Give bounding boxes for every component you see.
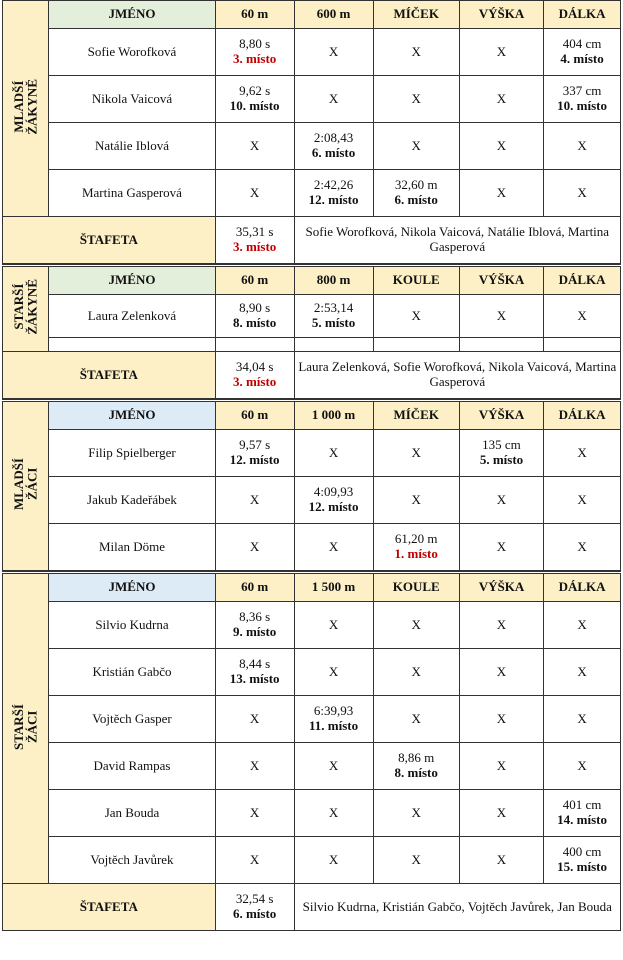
result-place: 6. místo (311, 145, 356, 160)
result-cell (215, 649, 294, 696)
header-discipline: 600 m (294, 1, 373, 29)
result-cell (459, 649, 543, 696)
athlete-name: Martina Gasperová (49, 170, 215, 217)
result-value: X (249, 538, 260, 554)
athlete-row (3, 477, 621, 524)
result-value: X (577, 491, 587, 507)
result-value: X (411, 616, 421, 632)
result-cell (215, 602, 294, 649)
header-discipline: MÍČEK (373, 1, 459, 29)
header-name: JMÉNO (49, 266, 215, 295)
result-cell (294, 76, 373, 123)
result-value: 61,20 m (394, 531, 438, 547)
result-value: X (328, 851, 339, 867)
result-value: 337 cm (562, 83, 602, 99)
result-value: X (577, 137, 587, 153)
result-cell (215, 170, 294, 217)
result-cell (544, 29, 621, 76)
result-value: X (328, 757, 339, 773)
relay-time: 35,31 s (235, 224, 274, 240)
result-value: X (328, 538, 339, 554)
athlete-name: Silvio Kudrna (49, 602, 215, 649)
result-cell (294, 790, 373, 837)
header-name: JMÉNO (49, 573, 215, 602)
relay-members: Silvio Kudrna, Kristián Gabčo, Vojtěch Javůrek, Jan Bouda (294, 884, 620, 931)
category-text: MLADŠÍ ŽÁCI (11, 458, 40, 511)
result-cell (544, 170, 621, 217)
result-value: X (249, 710, 260, 726)
result-value: X (577, 710, 587, 726)
athlete-row (3, 524, 621, 571)
result-cell (215, 29, 294, 76)
result-place: 10. místo (557, 98, 607, 113)
header-discipline: 60 m (215, 266, 294, 295)
category-text: STARŠÍ ŽÁCI (11, 703, 40, 750)
result-place: 12. místo (308, 192, 359, 207)
result-cell (544, 743, 621, 790)
relay-result (215, 217, 294, 264)
result-cell (373, 649, 459, 696)
athlete-row (3, 790, 621, 837)
result-cell (215, 837, 294, 884)
result-value: 4:09,93 (313, 484, 354, 500)
relay-row (3, 217, 621, 264)
result-value: X (411, 90, 421, 106)
result-place: 6. místo (394, 192, 438, 207)
result-place: 3. místo (232, 51, 277, 66)
relay-place: 3. místo (232, 374, 277, 389)
result-cell (459, 477, 543, 524)
result-value: X (411, 43, 421, 59)
result-value: X (411, 804, 421, 820)
result-value: 8,86 m (398, 750, 435, 766)
result-value: X (249, 491, 260, 507)
relay-result (215, 352, 294, 399)
header-discipline: DÁLKA (544, 266, 621, 295)
result-cell (373, 743, 459, 790)
result-value: X (496, 616, 507, 632)
header-discipline: 1 000 m (294, 401, 373, 430)
result-cell (459, 295, 543, 338)
result-value: X (577, 616, 587, 632)
relay-row (3, 352, 621, 399)
result-cell (373, 430, 459, 477)
result-cell (294, 524, 373, 571)
result-value: X (496, 307, 507, 323)
athlete-row (3, 29, 621, 76)
result-cell (294, 295, 373, 338)
result-value: X (496, 90, 507, 106)
result-value: X (411, 137, 421, 153)
result-value: X (411, 491, 421, 507)
result-value: X (411, 663, 421, 679)
category-label (3, 1, 49, 217)
result-cell (459, 790, 543, 837)
relay-members: Laura Zelenková, Sofie Worofková, Nikola Vaicová, Martina Gasperová (294, 352, 620, 399)
header-discipline: VÝŠKA (459, 266, 543, 295)
section-table (2, 0, 621, 264)
result-cell (459, 29, 543, 76)
result-cell (215, 477, 294, 524)
result-value: 404 cm (562, 36, 602, 52)
result-cell (294, 477, 373, 524)
header-discipline: DÁLKA (544, 1, 621, 29)
result-value: 135 cm (482, 437, 521, 453)
header-discipline: 60 m (215, 573, 294, 602)
result-cell (373, 837, 459, 884)
athlete-row (3, 696, 621, 743)
athlete-row (3, 76, 621, 123)
result-cell (544, 430, 621, 477)
result-cell (373, 602, 459, 649)
relay-result (215, 884, 294, 931)
section-table (2, 571, 621, 931)
result-value: X (328, 804, 339, 820)
header-discipline: 60 m (215, 401, 294, 430)
result-cell (373, 696, 459, 743)
result-cell (373, 295, 459, 338)
athlete-row (3, 430, 621, 477)
result-value: X (249, 757, 260, 773)
header-discipline: VÝŠKA (459, 573, 543, 602)
result-cell (373, 29, 459, 76)
result-cell (215, 743, 294, 790)
athlete-name: Sofie Worofková (49, 29, 215, 76)
relay-time: 32,54 s (235, 891, 274, 907)
result-cell (294, 743, 373, 790)
athlete-row (3, 837, 621, 884)
result-value: X (577, 663, 587, 679)
header-name: JMÉNO (49, 401, 215, 430)
result-value: X (577, 307, 587, 323)
result-value: X (328, 43, 339, 59)
relay-label: ŠTAFETA (3, 217, 216, 264)
result-cell (544, 338, 621, 352)
category-label (3, 401, 49, 571)
result-cell (459, 524, 543, 571)
header-discipline: 60 m (215, 1, 294, 29)
result-value: X (496, 663, 507, 679)
result-cell (373, 170, 459, 217)
athlete-row (3, 295, 621, 338)
result-cell (373, 477, 459, 524)
athlete-name: Natálie Iblová (49, 123, 215, 170)
result-value: X (249, 804, 260, 820)
result-value: X (249, 137, 260, 153)
result-cell (373, 790, 459, 837)
result-cell (294, 696, 373, 743)
header-row (3, 266, 621, 295)
result-cell (459, 430, 543, 477)
athlete-row (3, 338, 621, 352)
result-value: 8,80 s (239, 36, 271, 52)
result-cell (544, 790, 621, 837)
result-value: X (328, 663, 339, 679)
result-cell (294, 837, 373, 884)
result-cell (459, 170, 543, 217)
result-value: X (411, 851, 421, 867)
result-value: 9,57 s (239, 437, 271, 453)
athlete-name: Nikola Vaicová (49, 76, 215, 123)
result-cell (459, 743, 543, 790)
result-place: 8. místo (232, 315, 277, 330)
result-cell (215, 338, 294, 352)
result-cell (459, 696, 543, 743)
result-cell (544, 696, 621, 743)
athlete-row (3, 743, 621, 790)
result-cell (544, 123, 621, 170)
result-value: 9,62 s (239, 83, 271, 99)
result-cell (294, 29, 373, 76)
result-value: X (496, 184, 507, 200)
result-value: X (577, 538, 587, 554)
result-place: 1. místo (394, 546, 438, 561)
result-cell (544, 649, 621, 696)
header-discipline: 800 m (294, 266, 373, 295)
header-discipline: 1 500 m (294, 573, 373, 602)
result-cell (459, 602, 543, 649)
header-discipline: DÁLKA (544, 573, 621, 602)
athlete-name: Vojtěch Gasper (49, 696, 215, 743)
result-place: 4. místo (560, 51, 604, 66)
result-place: 8. místo (394, 765, 438, 780)
result-value: 401 cm (562, 797, 602, 813)
header-discipline: VÝŠKA (459, 1, 543, 29)
result-place: 14. místo (557, 812, 607, 827)
result-value: 400 cm (562, 844, 602, 860)
header-row (3, 401, 621, 430)
relay-place: 3. místo (232, 239, 277, 254)
result-place: 10. místo (229, 98, 280, 113)
result-value: 8,36 s (239, 609, 271, 625)
athlete-name: Vojtěch Javůrek (49, 837, 215, 884)
result-cell (215, 295, 294, 338)
athlete-row (3, 170, 621, 217)
result-value: X (577, 444, 587, 460)
relay-row (3, 884, 621, 931)
result-value: X (249, 851, 260, 867)
athlete-row (3, 649, 621, 696)
result-value: 8,44 s (239, 656, 271, 672)
result-value: X (496, 804, 507, 820)
header-discipline: KOULE (373, 573, 459, 602)
header-discipline: DÁLKA (544, 401, 621, 430)
result-cell (215, 76, 294, 123)
result-value: X (496, 491, 507, 507)
result-cell (215, 430, 294, 477)
header-row (3, 1, 621, 29)
header-discipline: KOULE (373, 266, 459, 295)
result-cell (294, 338, 373, 352)
result-value: X (577, 184, 587, 200)
result-place: 12. místo (229, 452, 280, 467)
result-cell (373, 123, 459, 170)
result-cell (373, 524, 459, 571)
result-place: 13. místo (229, 671, 280, 686)
result-cell (459, 123, 543, 170)
athlete-name: Filip Spielberger (49, 430, 215, 477)
result-cell (215, 790, 294, 837)
result-value: 8,90 s (239, 300, 271, 316)
result-cell (544, 837, 621, 884)
result-cell (544, 602, 621, 649)
header-row (3, 573, 621, 602)
result-value: X (496, 851, 507, 867)
relay-time: 34,04 s (235, 359, 274, 375)
result-value: 6:39,93 (313, 703, 354, 719)
header-name: JMÉNO (49, 1, 215, 29)
relay-label: ŠTAFETA (3, 352, 216, 399)
result-value: 32,60 m (394, 177, 438, 193)
athlete-name: Jakub Kadeřábek (49, 477, 215, 524)
category-text: STARŠÍ ŽÁKYNĚ (11, 279, 40, 335)
result-cell (294, 123, 373, 170)
result-place: 11. místo (309, 718, 359, 733)
result-cell (215, 123, 294, 170)
result-value: X (496, 710, 507, 726)
section-table (2, 399, 621, 571)
result-value: X (328, 444, 339, 460)
result-cell (215, 524, 294, 571)
athlete-name (49, 338, 215, 352)
relay-members: Sofie Worofková, Nikola Vaicová, Natálie Iblová, Martina Gasperová (294, 217, 620, 264)
result-value: X (411, 444, 421, 460)
result-cell (459, 837, 543, 884)
relay-label: ŠTAFETA (3, 884, 216, 931)
result-value: X (496, 757, 507, 773)
result-cell (459, 338, 543, 352)
result-value: X (411, 307, 421, 323)
result-value: 2:53,14 (313, 300, 354, 316)
athlete-row (3, 602, 621, 649)
result-cell (544, 76, 621, 123)
athlete-name: Jan Bouda (49, 790, 215, 837)
category-label (3, 266, 49, 352)
result-cell (294, 649, 373, 696)
result-cell (294, 430, 373, 477)
result-value: 2:08,43 (313, 130, 354, 146)
result-place: 5. místo (311, 315, 356, 330)
result-cell (544, 295, 621, 338)
result-value: X (577, 757, 587, 773)
result-place: 12. místo (308, 499, 359, 514)
header-discipline: MÍČEK (373, 401, 459, 430)
result-value: X (496, 538, 507, 554)
result-value: 2:42,26 (313, 177, 354, 193)
athlete-name: David Rampas (49, 743, 215, 790)
result-value: X (496, 137, 507, 153)
athlete-name: Laura Zelenková (49, 295, 215, 338)
athlete-name: Milan Döme (49, 524, 215, 571)
relay-place: 6. místo (232, 906, 277, 921)
result-cell (294, 170, 373, 217)
result-value: X (328, 616, 339, 632)
result-value: X (249, 184, 260, 200)
header-discipline: VÝŠKA (459, 401, 543, 430)
athlete-name: Kristián Gabčo (49, 649, 215, 696)
result-cell (544, 524, 621, 571)
result-place: 5. místo (479, 452, 524, 467)
result-cell (459, 76, 543, 123)
result-cell (215, 696, 294, 743)
section-table (2, 264, 621, 399)
result-place: 15. místo (557, 859, 607, 874)
result-cell (373, 76, 459, 123)
result-place: 9. místo (232, 624, 277, 639)
result-cell (294, 602, 373, 649)
result-value: X (411, 710, 421, 726)
result-cell (544, 477, 621, 524)
result-value: X (328, 90, 339, 106)
athlete-row (3, 123, 621, 170)
result-cell (373, 338, 459, 352)
category-text: MLADŠÍ ŽÁKYNĚ (11, 78, 40, 135)
result-value: X (496, 43, 507, 59)
category-label (3, 573, 49, 884)
